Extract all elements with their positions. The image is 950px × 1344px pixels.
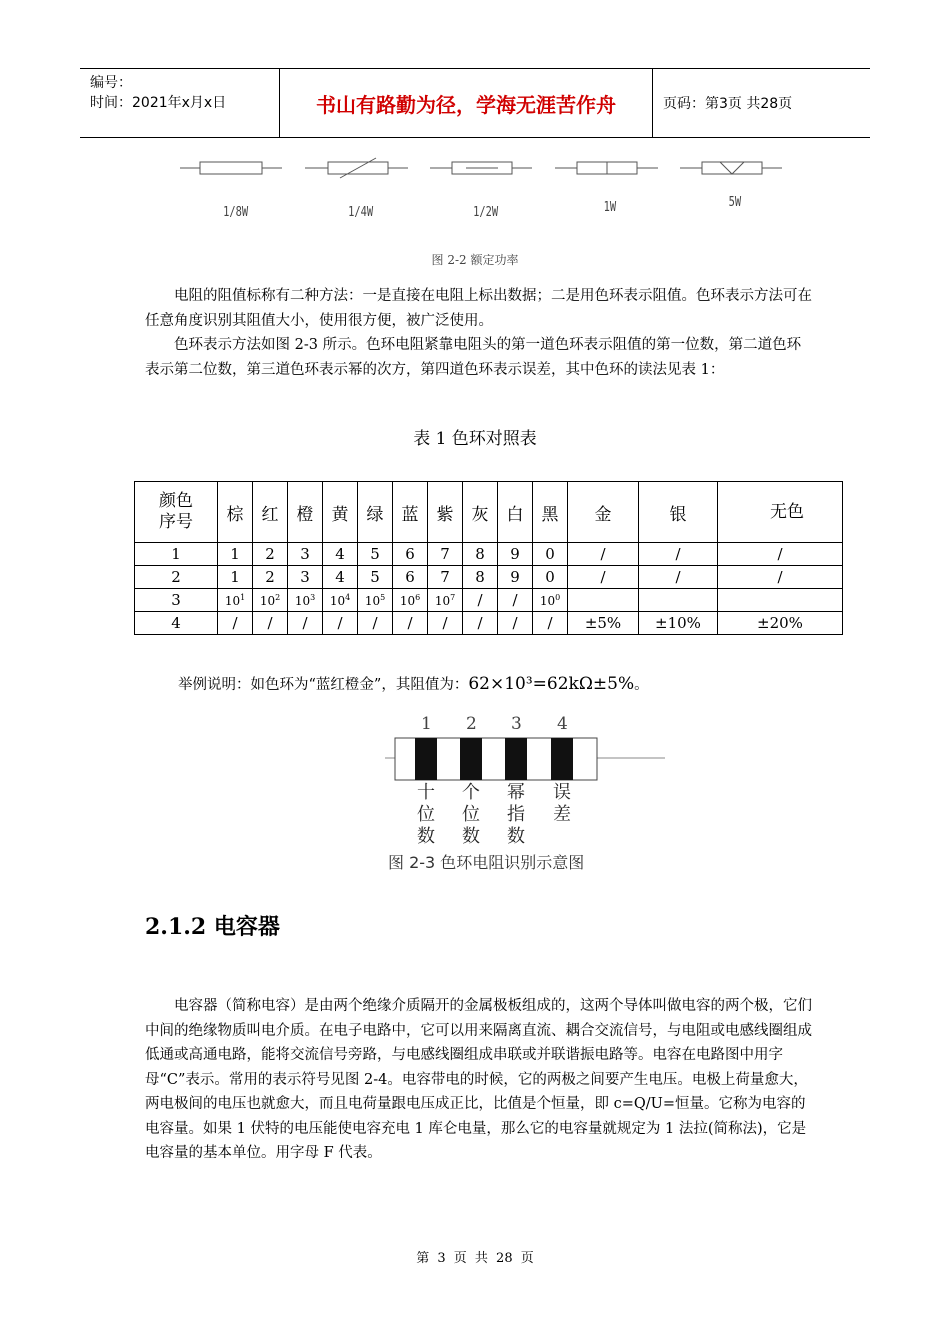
table-cell: / [218,612,253,635]
example-line [178,673,649,694]
color-header: 黄 [323,482,358,543]
color-header: 绿 [358,482,393,543]
table-cell: $10^3$ [288,589,323,612]
corner-top: 颜色 [159,491,193,511]
table-cell: / [533,612,568,635]
color-header: 紫 [428,482,463,543]
figure-caption-2-2: 图 2-2 额定功率 [431,253,519,267]
table-cell: / [718,566,843,589]
table-cell: / [463,612,498,635]
table-cell: 2 [253,566,288,589]
table-cell: 5 [358,543,393,566]
resistor-symbols [170,150,810,200]
color-band-4 [551,738,573,780]
table-cell: 5 [358,566,393,589]
power-label-1-2w: 1/2W [473,205,499,220]
paragraph: 电阻的阻值标称有二种方法：一是直接在电阻上标出数据；二是用色环表示阻值。色环表示方法可在任意角度识别其阻值大小，使用很方便，被广泛使用。 [145,288,812,329]
power-label-1-8w: 1/8W [223,205,249,220]
table-cell: 1 [218,543,253,566]
paragraph: 电容器（简称电容）是由两个绝缘介质隔开的金属极板组成的，这两个导体叫做电容的两个极，它们中间的绝缘物质叫电介质。在电子电路中，它可以用来隔离直流、耦合交流信号，与电阻或电感线圈组成低通或高通电路，能将交流信号旁路，与电感线圈组成串联或并联谐振电路等。电容在电路图中用字母“C”表示。常用的表示符号见图 2-4。电容带电的时候，它的两极之间要产生电压。电极上荷量愈大，两电极间的电压也就愈大，而且电荷量跟电压成正比，比值是个恒量，即 c=Q/U=恒量。它称为电容的电容量。如果 1 伏特的电压能使电容充电 1 库仑电量，那么它的电容量就规定为 1 法拉(简称法)，它是电容量的基本单位。用字母 F 代表。 [145,998,812,1161]
table-cell: / [639,543,718,566]
power-label-1w: 1W [603,200,617,215]
corner-cell [135,482,218,543]
example-text: 举例说明：如色环为“蓝红橙金”，其阻值为： [178,677,469,693]
time-label: 时间：2021年x月x日 [90,95,227,111]
table-cell: 8 [463,543,498,566]
corner-bottom: 序号 [159,512,193,532]
table-cell: ±20% [718,612,843,635]
table-cell: / [498,589,533,612]
band-label: 幂指数 [507,782,525,847]
table-body [135,543,843,635]
table-cell: 3 [288,566,323,589]
table-cell: / [253,612,288,635]
table-cell: $10^6$ [393,589,428,612]
table-cell: $10^4$ [323,589,358,612]
table-cell: / [498,612,533,635]
table-cell: / [568,543,639,566]
color-band-3 [505,738,527,780]
band-label: 十位数 [417,782,435,847]
band-label: 个位数 [462,782,480,847]
table-cell: / [323,612,358,635]
table-cell: 0 [533,543,568,566]
section-title: 2.1.2 电容器 [145,914,280,940]
table-cell: 4 [323,566,358,589]
row-index: 1 [135,543,218,566]
table-cell: / [393,612,428,635]
table-cell: 9 [498,566,533,589]
color-header: 白 [498,482,533,543]
table-cell: $10^0$ [533,589,568,612]
table-cell: 7 [428,543,463,566]
table-cell: 9 [498,543,533,566]
header-motto: 书山有路勤为径，学海无涯苦作舟 [280,69,653,137]
table-cell: / [639,566,718,589]
table-cell: 1 [218,566,253,589]
row-index: 2 [135,566,218,589]
table-cell: / [463,589,498,612]
band-label: 误差 [553,782,571,825]
table-row [135,566,843,589]
figure-rated-power [170,150,810,230]
table-cell: 8 [463,566,498,589]
table-header-row [135,482,843,543]
table-cell: $10^1$ [218,589,253,612]
paragraph: 色环表示方法如图 2-3 所示。色环电阻紧靠电阻头的第一道色环表示阻值的第一位数，第二道色环表示第二位数，第三道色环表示幂的次方，第四道色环表示误差，其中色环的读法见表 1： [145,337,802,378]
band-number: 2 [466,714,477,734]
table-cell: 2 [253,543,288,566]
table-cell: ±10% [639,612,718,635]
color-header: 棕 [218,482,253,543]
color-header: 黑 [533,482,568,543]
table-cell: 7 [428,566,463,589]
table-row [135,543,843,566]
number-label: 编号： [90,75,132,91]
table-cell: $10^2$ [253,589,288,612]
table-row [135,589,843,612]
page-footer: 第 3 页 共 28 页 [416,1251,534,1266]
color-band-2 [460,738,482,780]
table-cell: 3 [288,543,323,566]
color-header: 橙 [288,482,323,543]
table-cell: / [288,612,323,635]
table-cell: / [428,612,463,635]
table-caption: 表 1 色环对照表 [413,429,537,449]
example-formula: 62×10³=62kΩ±5% [468,674,635,694]
color-header: 银 [639,482,718,543]
table-cell: / [718,543,843,566]
band-number: 1 [421,714,432,734]
table-cell: / [568,566,639,589]
table-cell: ±5% [568,612,639,635]
capacitor-paragraphs [145,994,813,1166]
table-cell: 4 [323,543,358,566]
power-label-5w: 5W [728,195,742,210]
header-page-info: 页码：第3页 共28页 [663,96,793,112]
table-cell: 6 [393,543,428,566]
page-header [80,68,870,138]
color-header: 蓝 [393,482,428,543]
band-number: 4 [557,714,568,734]
table-cell [568,589,639,612]
color-band-1 [415,738,437,780]
color-code-table [134,481,843,635]
color-header: 无色 [718,482,843,543]
power-label-1-4w: 1/4W [348,205,374,220]
table-cell: 6 [393,566,428,589]
table-row [135,612,843,635]
table-cell: $10^7$ [428,589,463,612]
table-cell: $10^5$ [358,589,393,612]
example-end: 。 [634,677,649,693]
table-cell: / [358,612,393,635]
color-header: 金 [568,482,639,543]
row-index: 3 [135,589,218,612]
table-cell: 0 [533,566,568,589]
color-header: 灰 [463,482,498,543]
resistor-paragraphs [145,284,813,382]
table-cell [639,589,718,612]
color-header: 红 [253,482,288,543]
band-number: 3 [511,714,522,734]
figure-caption-2-3: 图 2-3 色环电阻识别示意图 [388,853,585,872]
header-meta [80,69,280,137]
row-index: 4 [135,612,218,635]
table-cell [718,589,843,612]
